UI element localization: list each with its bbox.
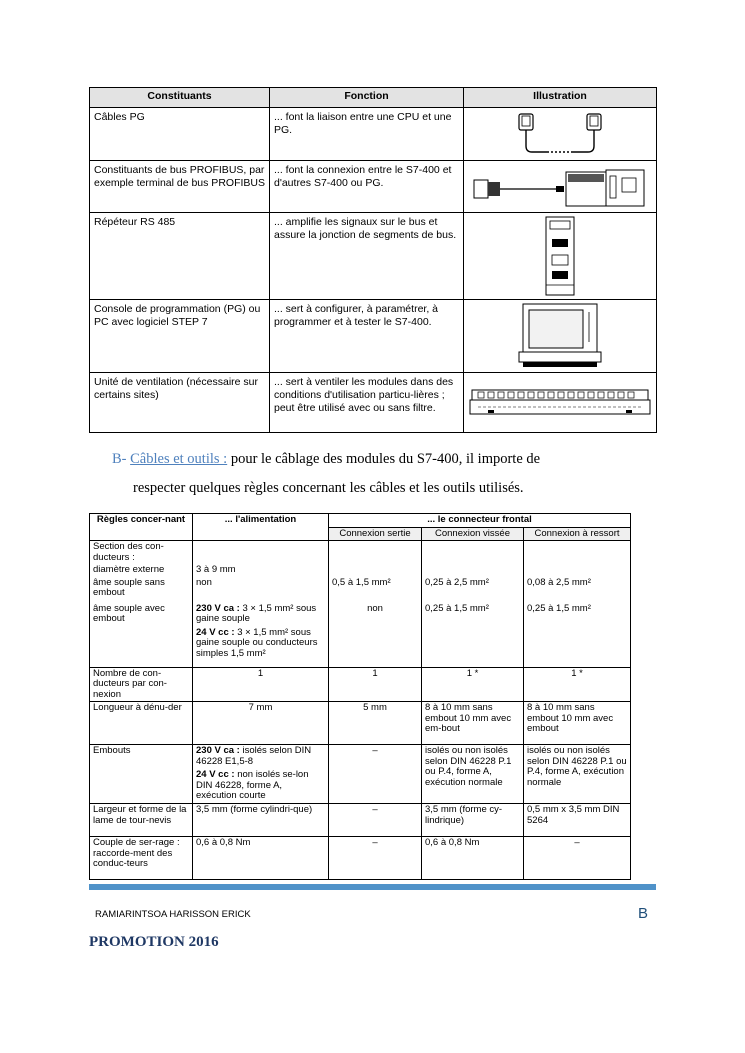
row-label: Embouts	[90, 745, 193, 804]
row-label: Couple de ser-rage : raccorde-ment des conduc-teurs	[90, 837, 193, 880]
col-header-power: ... l'alimentation	[193, 514, 329, 528]
fonction-cell: ... sert à configurer, à paramétrer, à programmer et à tester le S7-400.	[270, 300, 464, 373]
footer-divider	[89, 884, 656, 890]
table-row	[90, 213, 657, 300]
value-cell: 7 mm	[193, 702, 329, 745]
section-b-intro	[112, 451, 540, 468]
value-cell: non	[193, 577, 329, 603]
constituant-cell: Unité de ventilation (nécessaire sur certains sites)	[90, 373, 270, 433]
row-label: Nombre de con-ducteurs par con-nexion	[90, 667, 193, 702]
value-cell: 1 *	[422, 667, 524, 702]
constituant-cell: Console de programmation (PG) ou PC avec logiciel STEP 7	[90, 300, 270, 373]
value-cell: 0,25 à 1,5 mm²	[422, 603, 524, 668]
row-label: Section des con-ducteurs :	[90, 541, 193, 565]
table-row	[90, 837, 631, 880]
value-cell: 1	[329, 667, 422, 702]
table-row	[90, 300, 657, 373]
table-row	[90, 804, 631, 837]
illustration-cell	[464, 213, 657, 300]
value-cell: 3 à 9 mm	[193, 564, 329, 577]
value-cell: 0,25 à 2,5 mm²	[422, 577, 524, 603]
footer-author: RAMIARINTSOA HARISSON ERICK	[95, 909, 251, 920]
value-cell: 8 à 10 mm sans embout 10 mm avec em-bout	[422, 702, 524, 745]
value-cell: 0,6 à 0,8 Nm	[193, 837, 329, 880]
row-label: Longueur à dénu-der	[90, 702, 193, 745]
illustration-cell	[464, 161, 657, 213]
value-cell: 0,6 à 0,8 Nm	[422, 837, 524, 880]
value-cell: –	[329, 837, 422, 880]
illustration-cell	[464, 373, 657, 433]
page-number: B	[638, 905, 649, 922]
fonction-cell: ... font la liaison entre une CPU et une PG.	[270, 108, 464, 161]
value-cell: isolés ou non isolés selon DIN 46228 P.1 ou P.4, forme A, exécution normale	[422, 745, 524, 804]
illustration-cell	[464, 300, 657, 373]
value-cell: 230 V ca : 3 × 1,5 mm² sous gaine souple 24 V cc : 3 × 1,5 mm² sous gaine souple ou conducteurs simples 1,5 mm²	[193, 603, 329, 668]
constituant-cell: Câbles PG	[90, 108, 270, 161]
pg-cable-icon	[505, 110, 615, 158]
col-header-fonction: Fonction	[270, 88, 464, 108]
table-row	[90, 702, 631, 745]
table-header-row	[90, 514, 631, 528]
table-header-row	[90, 88, 657, 108]
value-cell: isolés ou non isolés selon DIN 46228 P.1 ou P.4, forme A, exécution normale	[524, 745, 631, 804]
table-row	[90, 577, 631, 603]
col-header-rules: Règles concer-nant	[90, 514, 193, 541]
value-cell: 0,25 à 1,5 mm²	[524, 603, 631, 668]
fonction-cell: ... amplifie les signaux sur le bus et assure la jonction de segments de bus.	[270, 213, 464, 300]
value-cell: 0,5 à 1,5 mm²	[329, 577, 422, 603]
value-cell: 5 mm	[329, 702, 422, 745]
components-table	[89, 87, 657, 433]
subheader-sertie: Connexion sertie	[329, 527, 422, 541]
col-header-front-connector: ... le connecteur frontal	[329, 514, 631, 528]
table-row	[90, 161, 657, 213]
col-header-illustration: Illustration	[464, 88, 657, 108]
table-row	[90, 603, 631, 668]
table-row	[90, 541, 631, 565]
value-cell: 8 à 10 mm sans embout 10 mm avec embout	[524, 702, 631, 745]
table-row	[90, 745, 631, 804]
value-cell: 3,5 mm (forme cy-lindrique)	[422, 804, 524, 837]
row-label: âme souple avec embout	[90, 603, 193, 668]
table-row	[90, 373, 657, 433]
illustration-cell	[464, 108, 657, 161]
subheader-vissee: Connexion vissée	[422, 527, 524, 541]
value-cell: –	[329, 745, 422, 804]
value-cell: non	[329, 603, 422, 668]
value-cell: 0,5 mm x 3,5 mm DIN 5264	[524, 804, 631, 837]
value-cell: 0,08 à 2,5 mm²	[524, 577, 631, 603]
fonction-cell: ... font la connexion entre le S7-400 et d'autres S7-400 ou PG.	[270, 161, 464, 213]
section-b-letter: B-	[112, 451, 127, 467]
value-cell: –	[524, 837, 631, 880]
table-row	[90, 564, 631, 577]
row-label: Largeur et forme de la lame de tour-nevis	[90, 804, 193, 837]
value-cell: –	[329, 804, 422, 837]
col-header-constituants: Constituants	[90, 88, 270, 108]
table-row	[90, 667, 631, 702]
fan-unit-icon	[468, 388, 652, 418]
cables-outils-link[interactable]: Câbles et outils :	[130, 451, 228, 467]
value-cell: 3,5 mm (forme cylindri-que)	[193, 804, 329, 837]
constituant-cell: Répéteur RS 485	[90, 213, 270, 300]
value-cell: 1 *	[524, 667, 631, 702]
section-b-line2-text: respecter quelques règles concernant les câbles et les outils utilisés.	[133, 480, 524, 496]
constituant-cell: Constituants de bus PROFIBUS, par exemple terminal de bus PROFIBUS	[90, 161, 270, 213]
rs485-repeater-icon	[540, 215, 580, 297]
footer-promotion: PROMOTION 2016	[89, 934, 219, 950]
row-label: âme souple sans embout	[90, 577, 193, 603]
row-label: diamètre externe	[90, 564, 193, 577]
programming-console-icon	[515, 302, 605, 370]
profibus-terminal-icon	[470, 164, 650, 210]
table-row	[90, 108, 657, 161]
subheader-ressort: Connexion à ressort	[524, 527, 631, 541]
fonction-cell: ... sert à ventiler les modules dans des conditions d'utilisation particu-lières ; peut être utilisé avec ou sans filtre.	[270, 373, 464, 433]
section-b-line1-text: pour le câblage des modules du S7-400, il importe de	[227, 451, 541, 467]
value-cell: 1	[193, 667, 329, 702]
value-cell: 230 V ca : isolés selon DIN 46228 E1,5-8 24 V cc : non isolés se-lon DIN 46228, forme A, exécution courte	[193, 745, 329, 804]
wiring-rules-table	[89, 513, 631, 880]
